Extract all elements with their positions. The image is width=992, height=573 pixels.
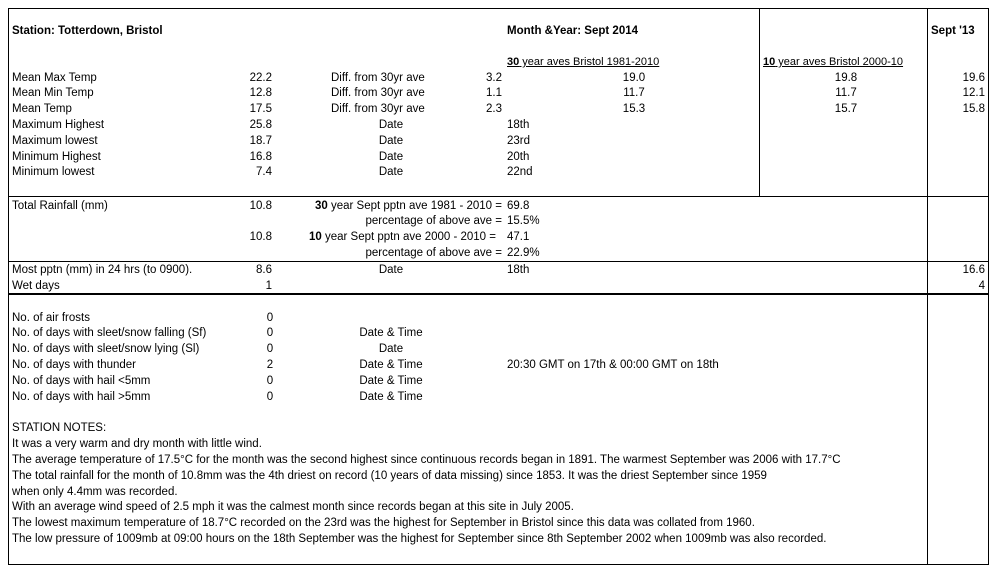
notes-line: The average temperature of 17.5°C for the month was the second highest since continuous records began in 1891. The warmest September was 2006 with 17.7°C bbox=[12, 454, 841, 466]
days-value: 0 bbox=[266, 327, 274, 339]
temp-label: Mean Temp bbox=[12, 103, 72, 115]
divider-prev-year bbox=[927, 8, 928, 565]
temp-ave30: 15.3 bbox=[622, 103, 646, 115]
days-label: No. of days with sleet/snow falling (Sf) bbox=[12, 327, 207, 339]
temp-diff: 3.2 bbox=[486, 72, 502, 84]
rainfall-30yr-pct: 15.5% bbox=[507, 215, 540, 227]
days-note: 20:30 GMT on 17th & 00:00 GMT on 18th bbox=[507, 359, 719, 371]
rainfall-10yr-pct-label: percentage of above ave = bbox=[365, 247, 502, 259]
days-label: No. of air frosts bbox=[12, 312, 90, 324]
extreme-date-label: Date bbox=[378, 151, 404, 163]
rainfall-10yr-pct: 22.9% bbox=[507, 247, 540, 259]
notes-line: The low pressure of 1009mb at 09:00 hours on the 18th September was the highest for September since 8th September 2002 when 1009mb was also recorded. bbox=[12, 533, 827, 545]
days-datetime-label: Date & Time bbox=[359, 359, 423, 371]
extreme-label: Maximum lowest bbox=[12, 135, 98, 147]
rainfall-30yr-label bbox=[250, 199, 502, 213]
days-datetime-label: Date bbox=[378, 343, 404, 355]
temp-diff-label: Diff. from 30yr ave bbox=[331, 103, 425, 115]
wet-days-prev: 4 bbox=[978, 280, 985, 292]
days-label: No. of days with sleet/snow lying (Sl) bbox=[12, 343, 200, 355]
temp-diff: 1.1 bbox=[486, 87, 502, 99]
extreme-date: 22nd bbox=[507, 166, 533, 178]
extreme-value: 16.8 bbox=[249, 151, 272, 163]
days-label: No. of days with hail >5mm bbox=[12, 391, 151, 403]
temp-diff: 2.3 bbox=[486, 103, 502, 115]
temp-diff-label: Diff. from 30yr ave bbox=[331, 87, 425, 99]
days-value: 0 bbox=[266, 375, 274, 387]
rainfall-10yr-value: 47.1 bbox=[507, 231, 530, 243]
notes-line: It was a very warm and dry month with little wind. bbox=[12, 438, 262, 450]
wet-days-value: 1 bbox=[265, 280, 272, 292]
extreme-value: 7.4 bbox=[256, 166, 272, 178]
rainfall-value-2: 10.8 bbox=[249, 231, 272, 243]
extreme-date-label: Date bbox=[378, 166, 404, 178]
temp-value: 12.8 bbox=[249, 87, 272, 99]
days-value: 2 bbox=[266, 359, 274, 371]
pptn-prev: 16.6 bbox=[962, 264, 985, 276]
rainfall-value: 10.8 bbox=[249, 200, 272, 212]
extreme-label: Minimum Highest bbox=[12, 151, 101, 163]
rainfall-30yr-text: year Sept pptn ave 1981 - 2010 = bbox=[327, 200, 502, 212]
extreme-label: Minimum lowest bbox=[12, 166, 95, 178]
notes-line: With an average wind speed of 2.5 mph it was the calmest month since records began at this site in July 2005. bbox=[12, 501, 574, 513]
days-label: No. of days with hail <5mm bbox=[12, 375, 151, 387]
divider-after-wetdays bbox=[8, 293, 989, 295]
notes-title: STATION NOTES: bbox=[12, 422, 107, 434]
extreme-date: 23rd bbox=[507, 135, 531, 147]
month-year: Month &Year: Sept 2014 bbox=[507, 25, 639, 37]
station-name: Station: Totterdown, Bristol bbox=[12, 25, 163, 37]
pptn-date-label: Date bbox=[378, 264, 404, 276]
extreme-value: 18.7 bbox=[249, 135, 272, 147]
rainfall-30yr-pct-label: percentage of above ave = bbox=[365, 215, 502, 227]
rainfall-label: Total Rainfall (mm) bbox=[12, 200, 108, 212]
extreme-value: 25.8 bbox=[249, 119, 272, 131]
rainfall-30yr-value: 69.8 bbox=[507, 200, 530, 212]
ave30-header-num: 30 bbox=[507, 56, 520, 68]
divider-ave10 bbox=[759, 8, 760, 197]
temp-ave10: 15.7 bbox=[834, 103, 858, 115]
ave10-header-text: year aves Bristol 2000-10 bbox=[775, 56, 904, 68]
temp-ave30: 19.0 bbox=[622, 72, 646, 84]
rainfall-30yr-num: 30 bbox=[314, 200, 328, 212]
frame-left bbox=[8, 8, 9, 565]
temp-label: Mean Min Temp bbox=[12, 87, 94, 99]
frame-right bbox=[988, 8, 989, 565]
rainfall-10yr-text: year Sept pptn ave 2000 - 2010 = bbox=[321, 231, 496, 243]
ave30-header-text: year aves Bristol 1981-2010 bbox=[519, 56, 660, 68]
temp-value: 17.5 bbox=[249, 103, 272, 115]
frame-top bbox=[8, 8, 989, 9]
rainfall-10yr-num: 10 bbox=[308, 231, 322, 243]
frame-bottom bbox=[8, 564, 989, 565]
notes-line: The lowest maximum temperature of 18.7°C recorded on the 23rd was the highest for September in Bristol since this data was collated from 1960. bbox=[12, 517, 755, 529]
divider-after-temps bbox=[8, 196, 989, 197]
prev-year-header: Sept '13 bbox=[931, 25, 975, 37]
temp-ave10: 19.8 bbox=[834, 72, 858, 84]
temp-label: Mean Max Temp bbox=[12, 72, 97, 84]
temp-ave30: 11.7 bbox=[623, 87, 645, 99]
days-datetime-label: Date & Time bbox=[359, 327, 423, 339]
days-datetime-label: Date & Time bbox=[359, 375, 423, 387]
temp-prev: 12.1 bbox=[962, 87, 985, 99]
days-label: No. of days with thunder bbox=[12, 359, 137, 371]
pptn-value: 8.6 bbox=[256, 264, 272, 276]
extreme-label: Maximum Highest bbox=[12, 119, 105, 131]
temp-value: 22.2 bbox=[249, 72, 272, 84]
ave10-header-num: 10 bbox=[763, 56, 776, 68]
notes-line: when only 4.4mm was recorded. bbox=[12, 486, 178, 498]
temp-prev: 19.6 bbox=[962, 72, 985, 84]
divider-after-rain bbox=[8, 261, 989, 262]
wet-days-label: Wet days bbox=[12, 280, 60, 292]
extreme-date-label: Date bbox=[378, 135, 404, 147]
days-value: 0 bbox=[266, 343, 274, 355]
extreme-date: 18th bbox=[507, 119, 530, 131]
days-value: 0 bbox=[266, 391, 274, 403]
ave30-header bbox=[507, 55, 659, 69]
ave10-header bbox=[763, 55, 903, 69]
days-datetime-label: Date & Time bbox=[359, 391, 423, 403]
pptn-date: 18th bbox=[507, 264, 530, 276]
temp-diff-label: Diff. from 30yr ave bbox=[331, 72, 425, 84]
extreme-date-label: Date bbox=[378, 119, 404, 131]
temp-prev: 15.8 bbox=[962, 103, 985, 115]
rainfall-10yr-label bbox=[250, 230, 496, 244]
extreme-date: 20th bbox=[507, 151, 530, 163]
notes-line: The total rainfall for the month of 10.8mm was the 4th driest on record (10 years of data missing) since 1853. It was the driest September since 1959 bbox=[12, 470, 767, 482]
temp-ave10: 11.7 bbox=[835, 87, 857, 99]
pptn-label: Most pptn (mm) in 24 hrs (to 0900). bbox=[12, 264, 193, 276]
days-value: 0 bbox=[266, 312, 274, 324]
